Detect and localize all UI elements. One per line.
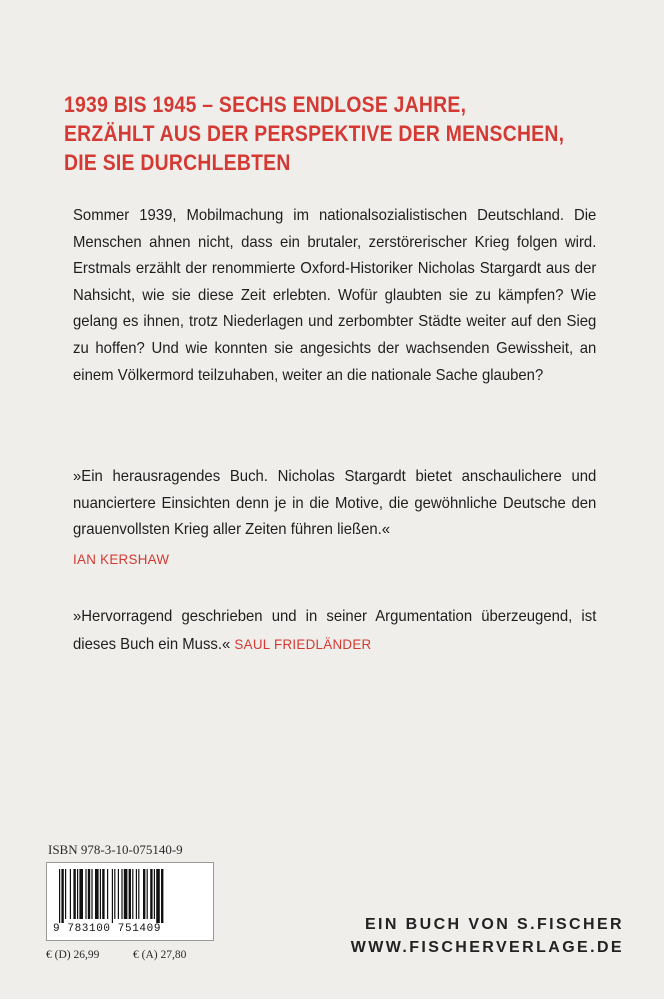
publisher-website: WWW.FISCHERVERLAGE.DE bbox=[350, 939, 624, 956]
barcode-bar bbox=[88, 869, 90, 919]
quote-text: »Hervorragend geschrieben und in seiner Argumentation überzeugend, ist dieses Buch ein Muss.« bbox=[73, 608, 597, 653]
barcode-bar bbox=[112, 869, 113, 923]
barcode-bar bbox=[65, 869, 66, 919]
barcode-bar bbox=[79, 869, 83, 919]
barcode-bar bbox=[121, 869, 122, 919]
isbn-label: ISBN 978-3-10-075140-9 bbox=[48, 842, 183, 857]
barcode-bar bbox=[150, 869, 152, 919]
barcode-bar bbox=[102, 869, 104, 919]
headline-line-3: DIE SIE DURCHLEBTEN bbox=[64, 150, 291, 175]
barcode-bar bbox=[143, 869, 145, 919]
barcode-bar bbox=[59, 869, 60, 923]
book-description: Sommer 1939, Mobilmachung im nationalsozialistischen Deutschland. Die Menschen ahnen nicht, dass ein brutaler, zerstörerischer Krieg folgen wird. Erstmals erzählt der renommierte Oxford-Historiker Nicholas Stargardt aus der Nahsicht, wie sie diese Zeit erlebten. Wofür glaubten sie zu kämpfen? Wie gelang es ihnen, trotz Niederlagen und zerbombter Städte weiter auf den Sieg zu hoffen? Und wie konnten sie angesichts der wachsenden Gewissheit, an einem Völkermord teilzuhaben, weiter an die nationale Sache glauben? bbox=[73, 207, 597, 384]
barcode-bar bbox=[70, 869, 71, 919]
headline bbox=[64, 90, 565, 177]
barcode-bar bbox=[154, 869, 155, 919]
quote-author: SAUL FRIEDLÄNDER bbox=[234, 635, 372, 652]
barcode bbox=[46, 862, 214, 941]
publisher-line: EIN BUCH VON S.FISCHER bbox=[364, 916, 624, 933]
barcode-bar bbox=[124, 869, 128, 919]
barcode-number: 9 783100 751409 bbox=[53, 923, 162, 935]
publisher-info bbox=[351, 913, 624, 959]
quote-text: »Ein herausragendes Buch. Nicholas Stargardt bietet anschaulichere und nuanciertere Einsichten denn je in die Motive, die gewöhnliche Deutsche den grauenvollsten Krieg aller Zeiten führen ließen.« bbox=[73, 468, 597, 539]
review-quote-friedlaender bbox=[73, 604, 596, 658]
barcode-bar bbox=[129, 869, 131, 919]
barcode-bar bbox=[136, 869, 137, 919]
barcode-bar bbox=[85, 869, 86, 919]
barcode-bar bbox=[100, 869, 101, 919]
barcode-bar bbox=[132, 869, 133, 919]
barcode-bar bbox=[107, 869, 108, 919]
quote-author: IAN KERSHAW bbox=[73, 550, 170, 567]
headline-line-2: ERZÄHLT AUS DER PERSPEKTIVE DER MENSCHEN, bbox=[64, 121, 565, 146]
barcode-bar bbox=[138, 869, 139, 919]
barcode-bar bbox=[77, 869, 78, 919]
barcode-bar bbox=[114, 869, 115, 919]
barcode-bar bbox=[118, 869, 119, 919]
barcode-bar bbox=[61, 869, 63, 923]
barcode-bar bbox=[73, 869, 75, 919]
headline-line-1: 1939 BIS 1945 – SECHS ENDLOSE JAHRE, bbox=[64, 92, 467, 117]
barcode-icon bbox=[59, 869, 201, 923]
barcode-bar bbox=[91, 869, 92, 919]
barcode-bar bbox=[161, 869, 163, 923]
barcode-bar bbox=[147, 869, 148, 919]
review-quote-kershaw bbox=[73, 464, 596, 572]
price-austria: € (A) 27,80 bbox=[133, 949, 187, 961]
price-germany: € (D) 26,99 bbox=[46, 949, 100, 961]
barcode-bar bbox=[95, 869, 99, 919]
barcode-bar bbox=[156, 869, 160, 923]
